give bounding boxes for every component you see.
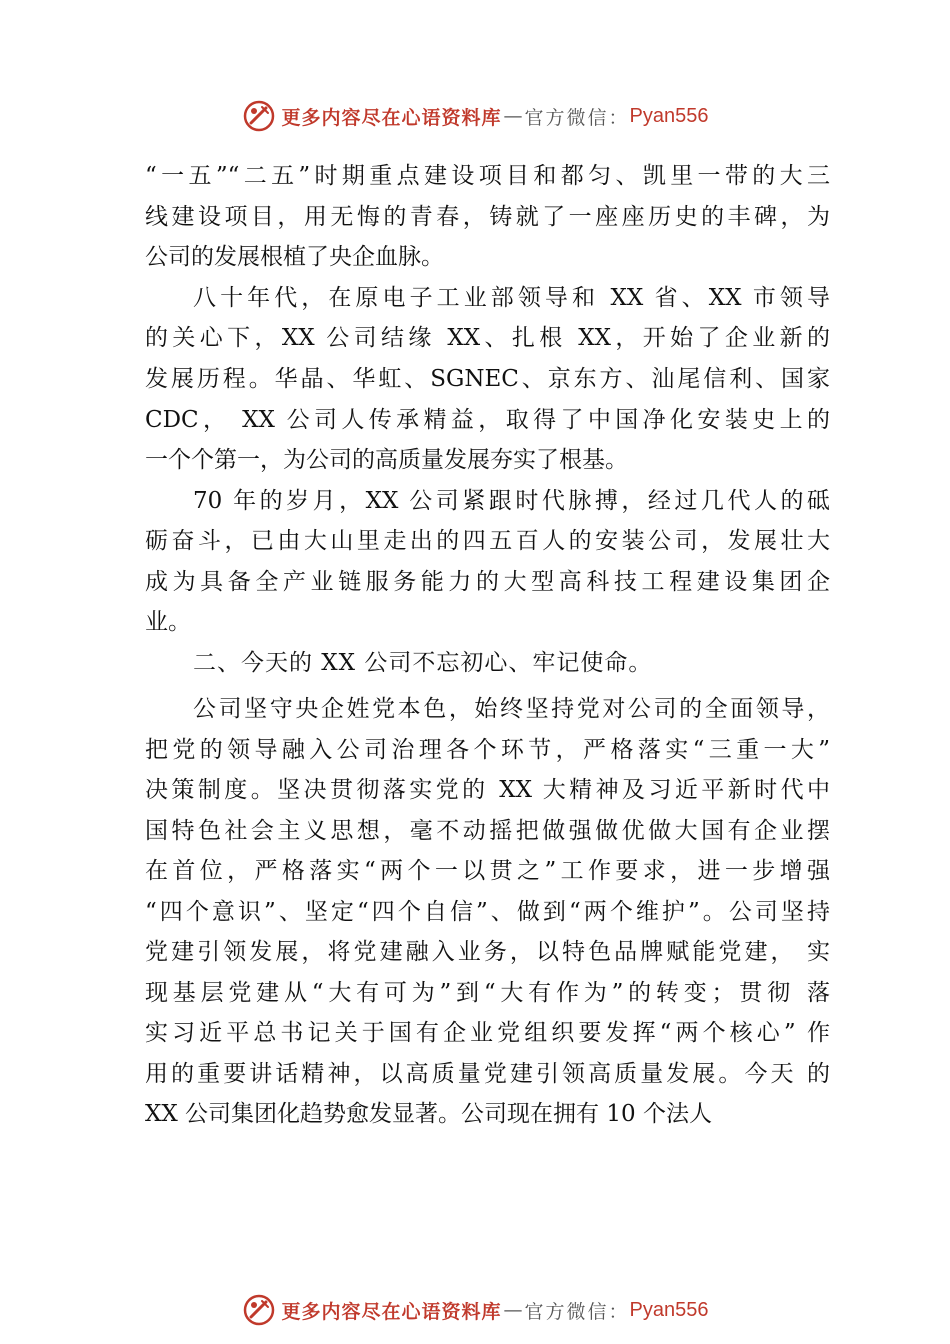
banner-wechat-id: Pyan556 (629, 104, 709, 127)
text-line: 公司的发展根植了央企血脉。 (145, 244, 444, 271)
text-line: 砺奋斗，已由大山里走出的四五百人的安装公司，发展壮大 (145, 528, 830, 555)
paragraph-4 (145, 689, 830, 1135)
text-line: 决策制度。坚决贯彻落实党的 XX 大精神及习近平新时代中 (145, 777, 830, 804)
banner-sub: 官方微信： (524, 106, 630, 129)
text-line: 成为具备全产业链服务能力的大型高科技工程建设集团企 (145, 568, 830, 595)
text-line: “一五”“二五”时期重点建设项目和都匀、凯里一带的大三 (145, 163, 830, 189)
logo-icon (242, 99, 276, 133)
text-line: 一个个第一，为公司的高质量发展夯实了根基。 (145, 447, 628, 474)
text-line: 发展历程。华晶、华虹、SGNEC、京东方、汕尾信利、国家 (145, 365, 830, 392)
text-line: 在首位，严格落实“两个一以贯之”工作要求，进一步增强 (145, 858, 830, 885)
banner-wechat-id: Pyan556 (629, 1298, 709, 1321)
paragraph-2 (145, 278, 830, 481)
banner-separator: — (503, 1299, 523, 1321)
text-line: 国特色社会主义思想，毫不动摇把做强做优做大国有企业摆 (145, 817, 830, 844)
banner-brand: 更多内容尽在心语资料库 (281, 1300, 502, 1323)
document-body (145, 156, 830, 1135)
logo-icon (242, 1293, 276, 1327)
text-line: 八十年代，在原电子工业部领导和 XX 省、XX 市领导 (193, 284, 830, 311)
banner-separator: — (503, 105, 523, 127)
heading-text: 二、今天的 XX 公司不忘初心、牢记使命。 (193, 649, 653, 676)
text-line: “四个意识”、坚定“四个自信”、做到“两个维护”。公司坚持 (145, 898, 830, 925)
section-heading (145, 643, 830, 684)
text-line: XX 公司集团化趋势愈发显著。公司现在拥有 10 个法人 (145, 1101, 712, 1128)
text-line: 业。 (145, 609, 191, 636)
paragraph-1 (145, 156, 830, 278)
text-line: 公司坚守央企姓党本色，始终坚持党对公司的全面领导， (193, 696, 830, 723)
banner-sub: 官方微信： (524, 1300, 630, 1323)
text-line: 党建引领发展，将党建融入业务，以特色品牌赋能党建， 实 (145, 939, 830, 966)
text-line: 把党的领导融入公司治理各个环节，严格落实“三重一大” (145, 736, 830, 763)
text-line: 70 年的岁月，XX 公司紧跟时代脉搏，经过几代人的砥 (193, 487, 830, 514)
text-line: 的关心下，XX 公司结缘 XX、扎根 XX，开始了企业新的 (145, 325, 830, 352)
banner-brand: 更多内容尽在心语资料库 (281, 106, 502, 129)
text-line: 线建设项目，用无悔的青春，铸就了一座座历史的丰碑，为 (145, 203, 830, 230)
text-line: CDC， XX 公司人传承精益，取得了中国净化安装史上的 (145, 406, 830, 433)
text-line: 实习近平总书记关于国有企业党组织要发挥“两个核心” 作 (145, 1020, 830, 1047)
paragraph-3 (145, 481, 830, 643)
text-line: 用的重要讲话精神，以高质量党建引领高质量发展。今天 的 (145, 1060, 830, 1087)
text-line: 现基层党建从“大有可为”到“大有作为”的转变；贯彻 落 (145, 979, 830, 1006)
footer-banner (0, 1290, 950, 1330)
header-banner (0, 96, 950, 136)
